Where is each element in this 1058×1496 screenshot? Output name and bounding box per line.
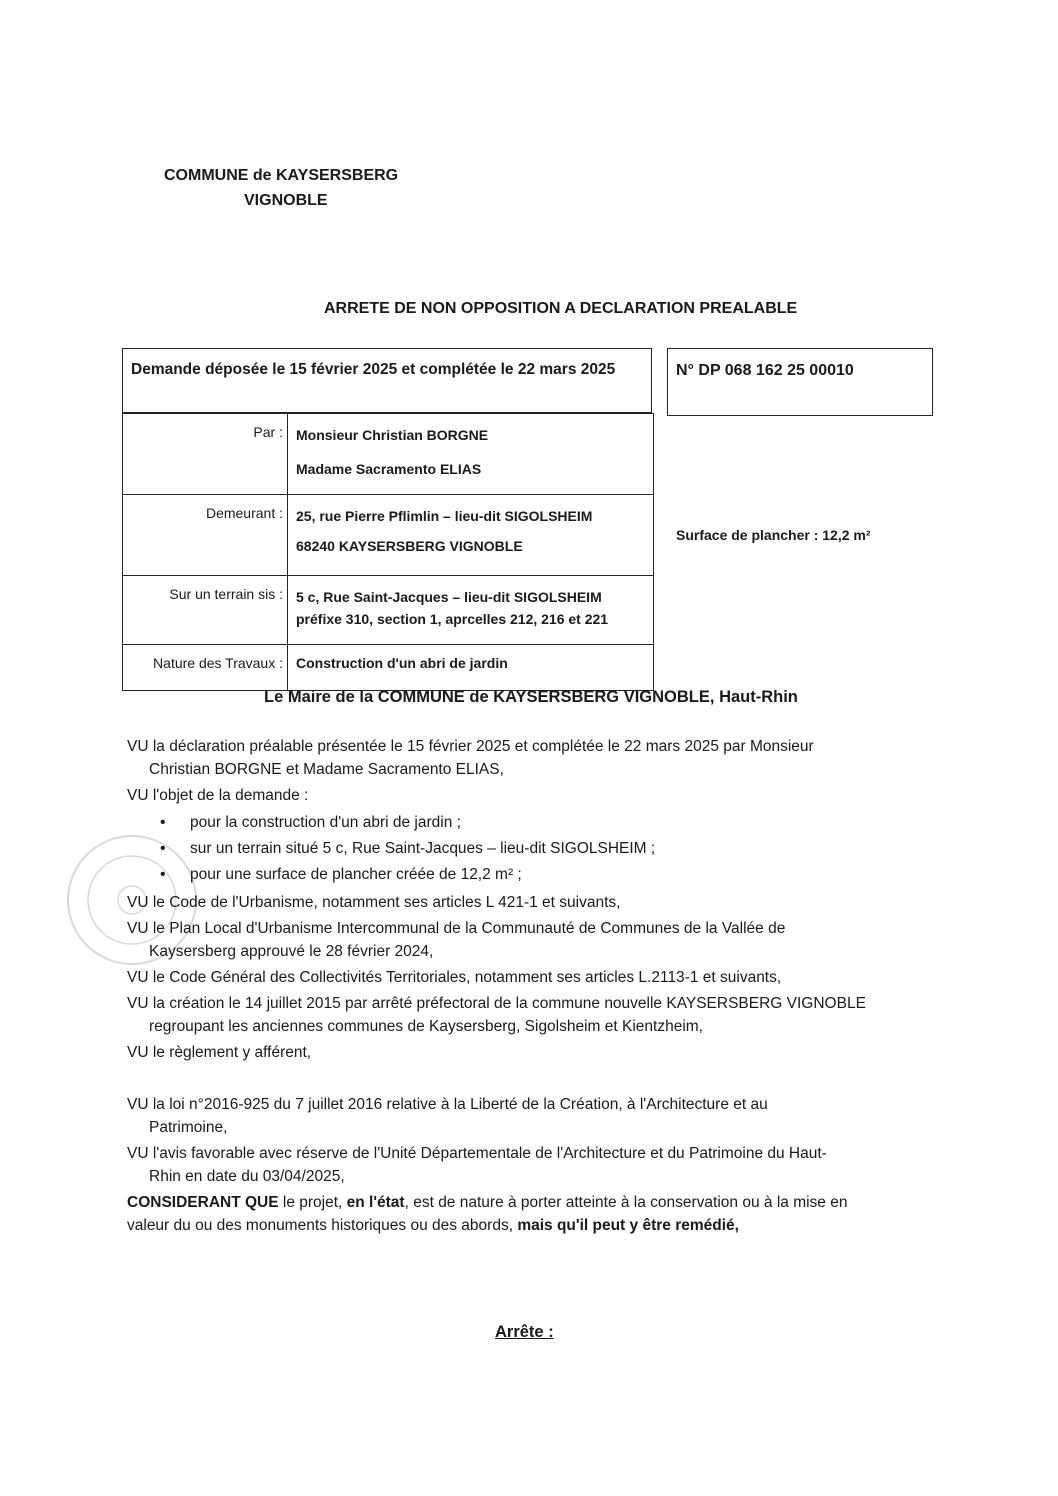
vu-declaration xyxy=(127,735,932,781)
vu-declaration-line1: VU la déclaration préalable présentée le 15 février 2025 et complétée le 22 mars 2025 par Monsieur xyxy=(127,738,814,755)
document-title: ARRETE DE NON OPPOSITION A DECLARATION PREALABLE xyxy=(324,300,798,317)
applicant-info-table xyxy=(122,413,654,691)
vu-loi-line2: Patrimoine, xyxy=(149,1119,228,1136)
considerants-body xyxy=(127,735,932,1240)
maire-heading: Le Maire de la COMMUNE de KAYSERSBERG VIGNOBLE, Haut-Rhin xyxy=(264,688,798,706)
nature-value: Construction d'un abri de jardin xyxy=(288,645,654,691)
demeurant-value xyxy=(288,495,654,576)
vu-creation-line2: regroupant les anciennes communes de Kaysersberg, Sigolsheim et Kientzheim, xyxy=(149,1018,703,1035)
terrain-line-2: préfixe 310, section 1, aprcelles 212, 216 et 221 xyxy=(296,611,609,627)
vu-reglement: VU le règlement y afférent, xyxy=(127,1044,312,1061)
list-item: • pour la construction d'un abri de jardin ; xyxy=(127,810,932,836)
considerant-bold2: mais qu'il peut y être remédié, xyxy=(517,1217,739,1234)
vu-avis-line2: Rhin en date du 03/04/2025, xyxy=(149,1168,345,1185)
vu-loi-line1: VU la loi n°2016-925 du 7 juillet 2016 relative à la Liberté de la Création, à l'Architecture et au xyxy=(127,1096,768,1113)
applicant-2: Madame Sacramento ELIAS xyxy=(296,461,482,477)
terrain-label: Sur un terrain sis : xyxy=(123,576,288,645)
table-row xyxy=(123,414,654,495)
arrete-heading: Arrête : xyxy=(495,1323,554,1341)
considerant-line2 xyxy=(127,1214,932,1237)
vu-plui-line1: VU le Plan Local d'Urbanisme Intercommunal de la Communauté de Communes de la Vallée de xyxy=(127,920,786,937)
demeurant-label: Demeurant : xyxy=(123,495,288,576)
demande-box: Demande déposée le 15 février 2025 et complétée le 22 mars 2025 xyxy=(122,348,652,413)
considerant-lead: CONSIDERANT QUE xyxy=(127,1194,279,1211)
commune-header xyxy=(164,163,398,213)
address-line-1: 25, rue Pierre Pflimlin – lieu-dit SIGOLSHEIM xyxy=(296,508,593,524)
vu-cgct: VU le Code Général des Collectivités Territoriales, notamment ses articles L.2113-1 et suivants, xyxy=(127,969,782,986)
considerant-text1: le projet, xyxy=(278,1194,347,1211)
applicant-1: Monsieur Christian BORGNE xyxy=(296,427,489,443)
nature-label: Nature des Travaux : xyxy=(123,645,288,691)
terrain-value xyxy=(288,576,654,645)
considerant-text3: valeur du ou des monuments historiques ou des abords, xyxy=(127,1217,518,1234)
considerant-line1 xyxy=(127,1191,932,1214)
considerant-text2: , est de nature à porter atteinte à la conservation ou à la mise en xyxy=(404,1194,848,1211)
vu-avis-line1: VU l'avis favorable avec réserve de l'Unité Départementale de l'Architecture et du Patrimoine du Haut- xyxy=(127,1145,827,1162)
vu-plui-line2: Kaysersberg approuvé le 28 février 2024, xyxy=(149,943,434,960)
table-row xyxy=(123,576,654,645)
vu-plui xyxy=(127,917,932,963)
numero-dossier-box: N° DP 068 162 25 00010 xyxy=(667,348,933,416)
list-item: • sur un terrain situé 5 c, Rue Saint-Jacques – lieu-dit SIGOLSHEIM ; xyxy=(127,836,932,862)
vu-declaration-line2: Christian BORGNE et Madame Sacramento ELIAS, xyxy=(149,761,504,778)
vu-code-urbanisme: VU le Code de l'Urbanisme, notamment ses articles L 421-1 et suivants, xyxy=(127,894,621,911)
address-line-2: 68240 KAYSERSBERG VIGNOBLE xyxy=(296,538,523,554)
considerant xyxy=(127,1191,932,1237)
terrain-line-1: 5 c, Rue Saint-Jacques – lieu-dit SIGOLSHEIM xyxy=(296,589,602,605)
par-label: Par : xyxy=(123,414,288,495)
commune-name-line1: COMMUNE de KAYSERSBERG xyxy=(164,167,399,184)
commune-name-line2: VIGNOBLE xyxy=(244,192,328,209)
vu-creation-commune xyxy=(127,992,932,1038)
par-value xyxy=(288,414,654,495)
vu-loi-2016 xyxy=(127,1093,932,1139)
list-item: • pour une surface de plancher créée de 12,2 m² ; xyxy=(127,862,932,888)
vu-objet: VU l'objet de la demande : xyxy=(127,787,309,804)
surface-plancher: Surface de plancher : 12,2 m² xyxy=(676,527,871,543)
vu-avis-udap xyxy=(127,1142,932,1188)
table-row xyxy=(123,645,654,691)
table-row xyxy=(123,495,654,576)
considerant-bold1: en l'état xyxy=(346,1194,405,1211)
vu-creation-line1: VU la création le 14 juillet 2015 par arrêté préfectoral de la commune nouvelle KAYSERSBERG VIGNOBLE xyxy=(127,995,866,1012)
objet-list xyxy=(127,810,932,888)
